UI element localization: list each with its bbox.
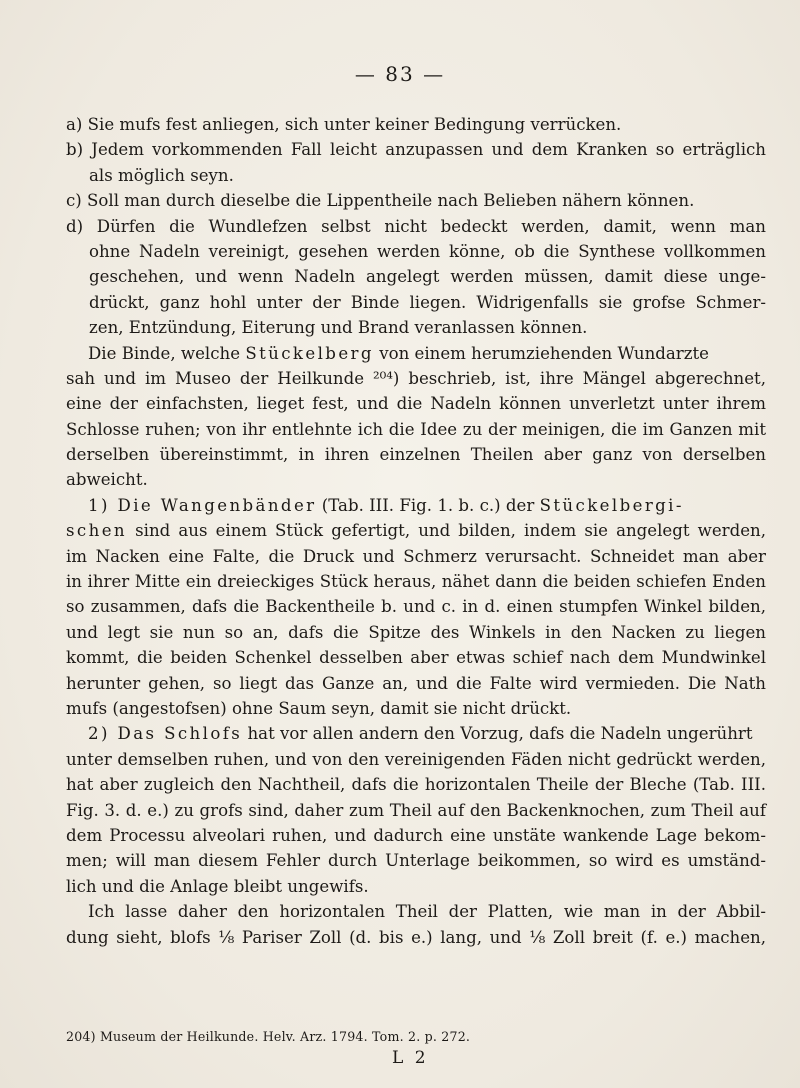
text-fragment: (Tab. III. Fig. 1. b. c.) der bbox=[321, 495, 535, 515]
text-line: kommt, die beiden Schenkel desselben aber etwas schief nach dem Mundwinkel bbox=[66, 648, 766, 668]
text-line: zen, Entzündung, Eiterung und Brand veranlassen können. bbox=[89, 318, 588, 338]
text-line: dem Processu alveolari ruhen, und dadurch eine unstäte wankende Lage bekom- bbox=[66, 825, 766, 845]
text-line: derselben übereinstimmt, in ihren einzelnen Theilen aber ganz von derselben bbox=[66, 445, 766, 465]
text-line bbox=[66, 518, 766, 543]
text-fragment: sind aus einem Stück gefertigt, und bilden, indem sie angelegt werden, bbox=[135, 521, 766, 541]
text-line: im Nacken eine Falte, die Druck und Schmerz verursacht. Schneidet man aber bbox=[66, 546, 766, 566]
text-line: lich und die Anlage bleibt ungewifs. bbox=[66, 876, 369, 896]
text-line: d) Dürfen die Wundlefzen selbst nicht bedeckt werden, damit, wenn man bbox=[66, 216, 766, 236]
text-line: in ihrer Mitte ein dreieckiges Stück heraus, nähet dann die beiden schiefen Enden bbox=[66, 572, 766, 592]
text-line: und legt sie nun so an, dafs die Spitze des Winkels in den Nacken zu liegen bbox=[66, 622, 766, 642]
body-text bbox=[66, 112, 766, 950]
signature-mark: L 2 bbox=[392, 1048, 429, 1068]
text-line: als möglich seyn. bbox=[89, 165, 234, 185]
text-line bbox=[66, 341, 766, 366]
text-line: c) Soll man durch dieselbe die Lippentheile nach Belieben nähern können. bbox=[66, 191, 695, 211]
text-line: eine der einfachsten, lieget fest, und die Nadeln können unverletzt unter ihrem bbox=[66, 394, 766, 414]
text-line: a) Sie mufs fest anliegen, sich unter keiner Bedingung verrücken. bbox=[66, 115, 622, 134]
text-line: abweicht. bbox=[66, 470, 148, 490]
text-line: sah und im Museo der Heilkunde ²⁰⁴) beschrieb, ist, ihre Mängel abgerechnet, bbox=[66, 368, 766, 388]
text-fragment: hat vor allen andern den Vorzug, dafs die Nadeln ungerührt bbox=[247, 724, 753, 744]
text-line: dung sieht, blofs ⅛ Pariser Zoll (d. bis e.) lang, und ⅛ Zoll breit (f. e.) machen, bbox=[66, 927, 766, 947]
name-stueckelbergi: Stückelbergi- bbox=[539, 495, 684, 515]
text-line: Schlosse ruhen; von ihr entlehnte ich die Idee zu der meinigen, die im Ganzen mit bbox=[66, 419, 766, 439]
text-line: Ich lasse daher den horizontalen Theil der Platten, wie man in der Abbil- bbox=[88, 902, 766, 922]
text-line: drückt, ganz hohl unter der Binde liegen. Widrigenfalls sie grofse Schmer- bbox=[89, 292, 766, 312]
page-number: — 83 — bbox=[354, 62, 446, 86]
text-line: Fig. 3. d. e.) zu grofs sind, daher zum Theil auf den Backenknochen, zum Theil auf bbox=[66, 800, 766, 820]
name-schen: schen bbox=[66, 521, 128, 541]
text-line: hat aber zugleich den Nachtheil, dafs die horizontalen Theile der Bleche (Tab. III. bbox=[66, 775, 766, 795]
text-line: unter demselben ruhen, und von den vereinigenden Fäden nicht gedrückt werden, bbox=[66, 749, 766, 769]
text-fragment: Die Binde, welche bbox=[88, 343, 241, 363]
text-line: b) Jedem vorkommenden Fall leicht anzupassen und dem Kranken so erträglich bbox=[66, 140, 766, 160]
text-line: herunter gehen, so liegt das Ganze an, und die Falte wird vermieden. Die Nath bbox=[66, 673, 766, 693]
text-line: ohne Nadeln vereinigt, gesehen werden könne, ob die Synthese vollkommen bbox=[89, 241, 766, 261]
text-line bbox=[66, 493, 766, 518]
text-line bbox=[66, 721, 766, 746]
text-line: men; will man diesem Fehler durch Unterlage beikommen, so wird es umständ- bbox=[66, 851, 766, 871]
footnote: 204) Museum der Heilkunde. Helv. Arz. 1794. Tom. 2. p. 272. bbox=[66, 1029, 471, 1044]
heading-schlofs: 2) Das Schlofs bbox=[88, 724, 243, 744]
text-line: so zusammen, dafs die Backentheile b. und c. in d. einen stumpfen Winkel bilden, bbox=[66, 597, 766, 617]
name-stueckelberg: Stückelberg bbox=[245, 343, 374, 363]
text-line: mufs (angestofsen) ohne Saum seyn, damit sie nicht drückt. bbox=[66, 698, 572, 718]
text-line: geschehen, und wenn Nadeln angelegt werden müssen, damit diese unge- bbox=[89, 267, 766, 287]
heading-wangenbaender: 1) Die Wangenbänder bbox=[88, 495, 317, 515]
text-fragment: von einem herumziehenden Wundarzte bbox=[379, 343, 709, 363]
